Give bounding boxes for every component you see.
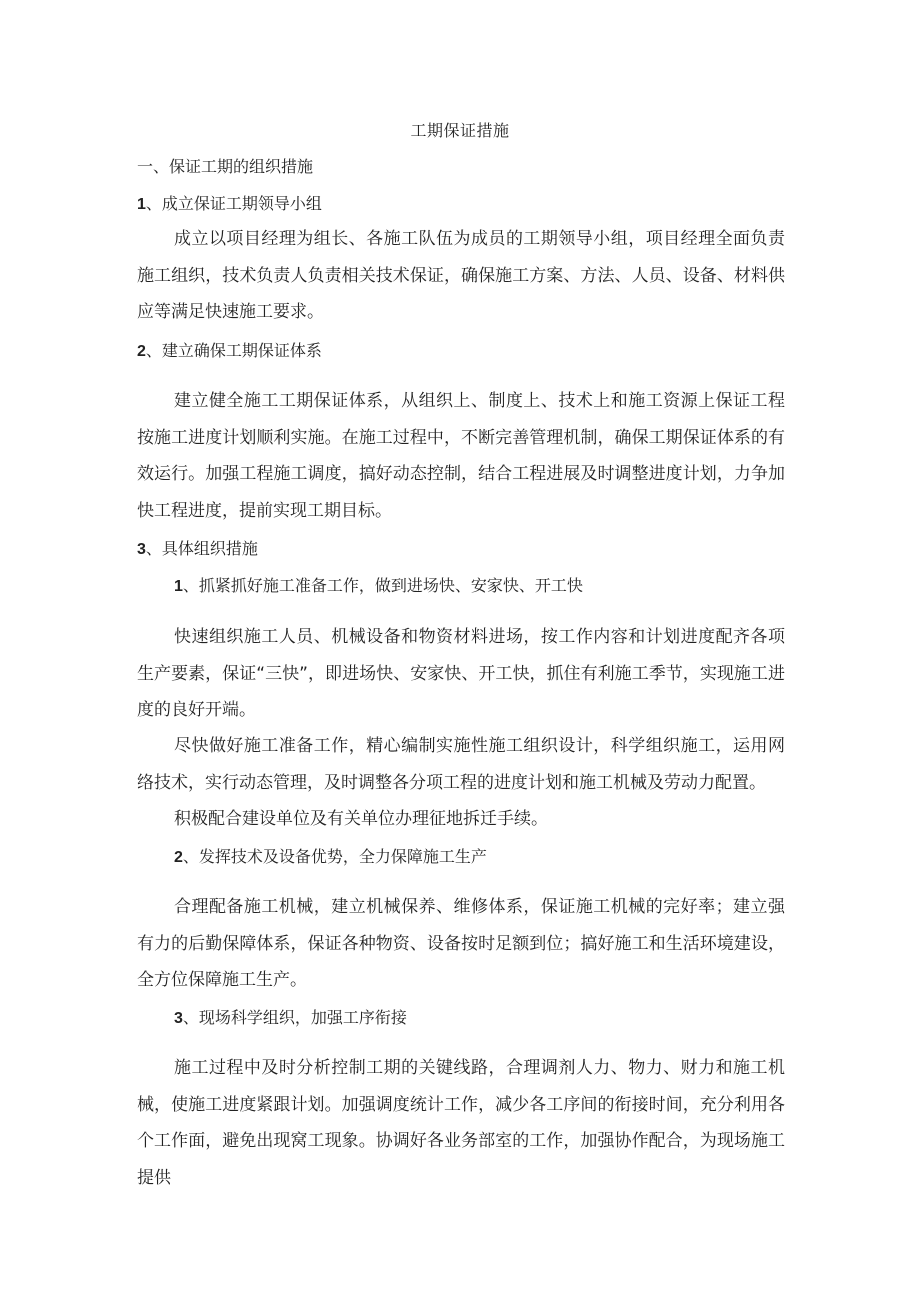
- subitem-number: 2: [174, 849, 183, 866]
- document-title: 工期保证措施: [410, 121, 510, 140]
- subitem-heading-text: 、现场科学组织，加强工序衔接: [182, 1008, 407, 1027]
- paragraph-sub1-3: 积极配合建设单位及有关单位办理征地拆迁手续。: [174, 809, 548, 829]
- item-number: 3: [137, 541, 146, 558]
- item-number: 1: [137, 196, 146, 213]
- paragraph-sub3: 施工过程中及时分析控制工期的关键线路，合理调剂人力、物力、财力和施工机械，使施工进度紧跟计划。加强调度统计工作，减少各工序间的衔接时间，充分利用各个工作面，避免出现窝工现象。协调好各业务部室的工作，加强协作配合，为现场施工提供: [137, 1058, 785, 1188]
- subitem-heading-3: [174, 1006, 407, 1031]
- subitem-heading-2: [174, 845, 487, 870]
- paragraph-sub1-1: 快速组织施工人员、机械设备和物资材料进场，按工作内容和计划进度配齐各项生产要素，保证“三快”，即进场快、安家快、开工快，抓住有利施工季节，实现施工进度的良好开端。: [137, 627, 785, 720]
- paragraph-sub1-2: 尽快做好施工准备工作，精心编制实施性施工组织设计，科学组织施工，运用网络技术，实行动态管理，及时调整各分项工程的进度计划和施工机械及劳动力配置。: [137, 736, 785, 793]
- item-heading-1: [137, 192, 322, 217]
- paragraph-item-1: 成立以项目经理为组长、各施工队伍为成员的工期领导小组，项目经理全面负责施工组织，技术负责人负责相关技术保证，确保施工方案、方法、人员、设备、材料供应等满足快速施工要求。: [137, 229, 785, 322]
- item-heading-3: [137, 537, 258, 562]
- subitem-number: 3: [174, 1010, 183, 1027]
- item-heading-text: 、具体组织措施: [145, 539, 258, 558]
- item-heading-text: 、成立保证工期领导小组: [145, 194, 322, 213]
- subitem-heading-text: 、发挥技术及设备优势，全力保障施工生产: [182, 847, 487, 866]
- paragraph-sub2: 合理配备施工机械，建立机械保养、维修体系，保证施工机械的完好率；建立强有力的后勤保障体系，保证各种物资、设备按时足额到位；搞好施工和生活环境建设，全方位保障施工生产。: [137, 897, 785, 990]
- item-number: 2: [137, 343, 146, 360]
- item-heading-text: 、建立确保工期保证体系: [145, 341, 322, 360]
- subitem-heading-text: 、抓紧抓好施工准备工作，做到进场快、安家快、开工快: [182, 576, 583, 595]
- subitem-number: 1: [174, 578, 183, 595]
- section-heading-1: 一、保证工期的组织措施: [137, 157, 314, 176]
- subitem-heading-1: [174, 574, 583, 599]
- item-heading-2: [137, 339, 322, 364]
- paragraph-item-2: 建立健全施工工期保证体系，从组织上、制度上、技术上和施工资源上保证工程按施工进度计划顺利实施。在施工过程中，不断完善管理机制，确保工期保证体系的有效运行。加强工程施工调度，搞好动态控制，结合工程进展及时调整进度计划，力争加快工程进度，提前实现工期目标。: [137, 391, 785, 521]
